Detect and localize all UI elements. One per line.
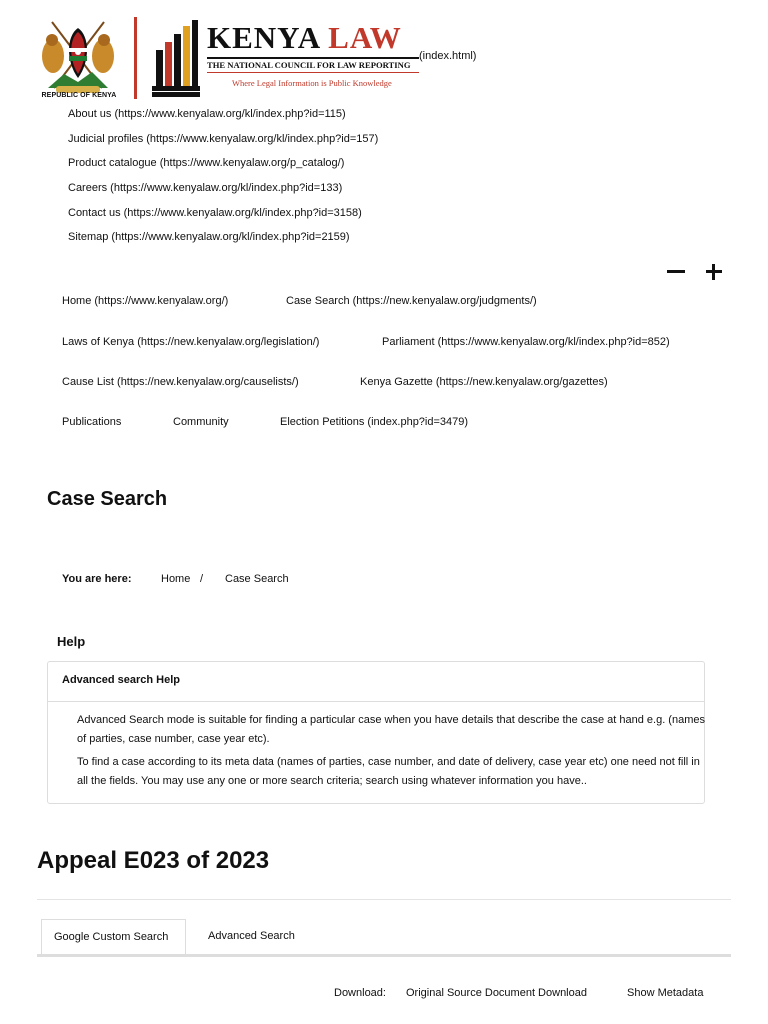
logo-divider xyxy=(134,17,137,99)
kenya-law-wordmark xyxy=(207,20,402,56)
nav-parliament[interactable]: Parliament (https://www.kenyalaw.org/kl/index.php?id=852) xyxy=(382,336,670,348)
logo-home-link[interactable]: (index.html) xyxy=(419,50,477,62)
title-divider xyxy=(37,899,731,900)
tabs-underline xyxy=(37,954,731,957)
nav-publications[interactable]: Publications xyxy=(62,416,122,428)
breadcrumb-home-link[interactable]: Home xyxy=(161,573,191,585)
breadcrumb-current: Case Search xyxy=(225,573,289,585)
kenya-law-pillar-icon xyxy=(152,20,200,98)
show-metadata-link[interactable]: Show Metadata xyxy=(627,987,704,999)
section-heading: Case Search xyxy=(47,488,168,510)
wordmark-rule-red xyxy=(207,72,419,73)
wordmark-law: LAW xyxy=(328,20,402,55)
page-title: Appeal E023 of 2023 xyxy=(37,847,270,874)
nav-election-petitions[interactable]: Election Petitions (index.php?id=3479) xyxy=(280,416,469,428)
plus-icon[interactable] xyxy=(704,262,724,282)
help-heading: Help xyxy=(57,634,86,649)
top-menu-contact-us[interactable]: Contact us (https://www.kenyalaw.org/kl/index.php?id=3158) xyxy=(68,207,362,219)
top-menu-careers[interactable]: Careers (https://www.kenyalaw.org/kl/index.php?id=133) xyxy=(68,182,343,194)
top-menu-sitemap[interactable]: Sitemap (https://www.kenyalaw.org/kl/index.php?id=2159) xyxy=(68,231,350,243)
wordmark-kenya: KENYA xyxy=(207,20,329,55)
nav-home[interactable]: Home (https://www.kenyalaw.org/) xyxy=(62,295,229,307)
help-panel-title[interactable]: Advanced search Help xyxy=(62,674,180,686)
minus-icon[interactable] xyxy=(666,262,686,282)
help-panel-divider xyxy=(48,701,704,702)
logo-subtitle: THE NATIONAL COUNCIL FOR LAW REPORTING xyxy=(207,60,411,70)
help-paragraph-2: To find a case according to its meta data (names of parties, case number, and date of delivery, case year etc) one need not fill in all the fields. You may use any one or more search criteria; search using whatever information you have.. xyxy=(77,756,700,787)
help-paragraph-1: Advanced Search mode is suitable for finding a particular case when you have details that describe the case at hand e.g. (names of parties, case number, case year etc). xyxy=(77,714,705,745)
nav-cause-list[interactable]: Cause List (https://new.kenyalaw.org/causelists/) xyxy=(62,376,299,388)
original-source-download-link[interactable]: Original Source Document Download xyxy=(406,987,587,999)
tab-advanced-search[interactable]: Advanced Search xyxy=(208,930,295,942)
top-menu-about-us[interactable]: About us (https://www.kenyalaw.org/kl/index.php?id=115) xyxy=(68,108,346,120)
breadcrumb-separator: / xyxy=(200,573,204,585)
nav-kenya-gazette[interactable]: Kenya Gazette (https://new.kenyalaw.org/gazettes) xyxy=(360,376,608,388)
coat-of-arms-caption: REPUBLIC OF KENYA xyxy=(41,92,117,99)
breadcrumb-label: You are here: xyxy=(62,573,132,585)
tab-google-custom-search[interactable]: Google Custom Search xyxy=(41,919,186,955)
nav-laws-of-kenya[interactable]: Laws of Kenya (https://new.kenyalaw.org/legislation/) xyxy=(62,336,320,348)
logo-tagline: Where Legal Information is Public Knowledge xyxy=(232,78,392,88)
coat-of-arms-logo xyxy=(36,16,120,104)
nav-case-search[interactable]: Case Search (https://new.kenyalaw.org/judgments/) xyxy=(286,295,537,307)
top-menu-product-catalogue[interactable]: Product catalogue (https://www.kenyalaw.org/p_catalog/) xyxy=(68,157,345,169)
top-menu-judicial-profiles[interactable]: Judicial profiles (https://www.kenyalaw.org/kl/index.php?id=157) xyxy=(68,133,379,145)
nav-community[interactable]: Community xyxy=(173,416,229,428)
download-label: Download: xyxy=(334,987,386,999)
